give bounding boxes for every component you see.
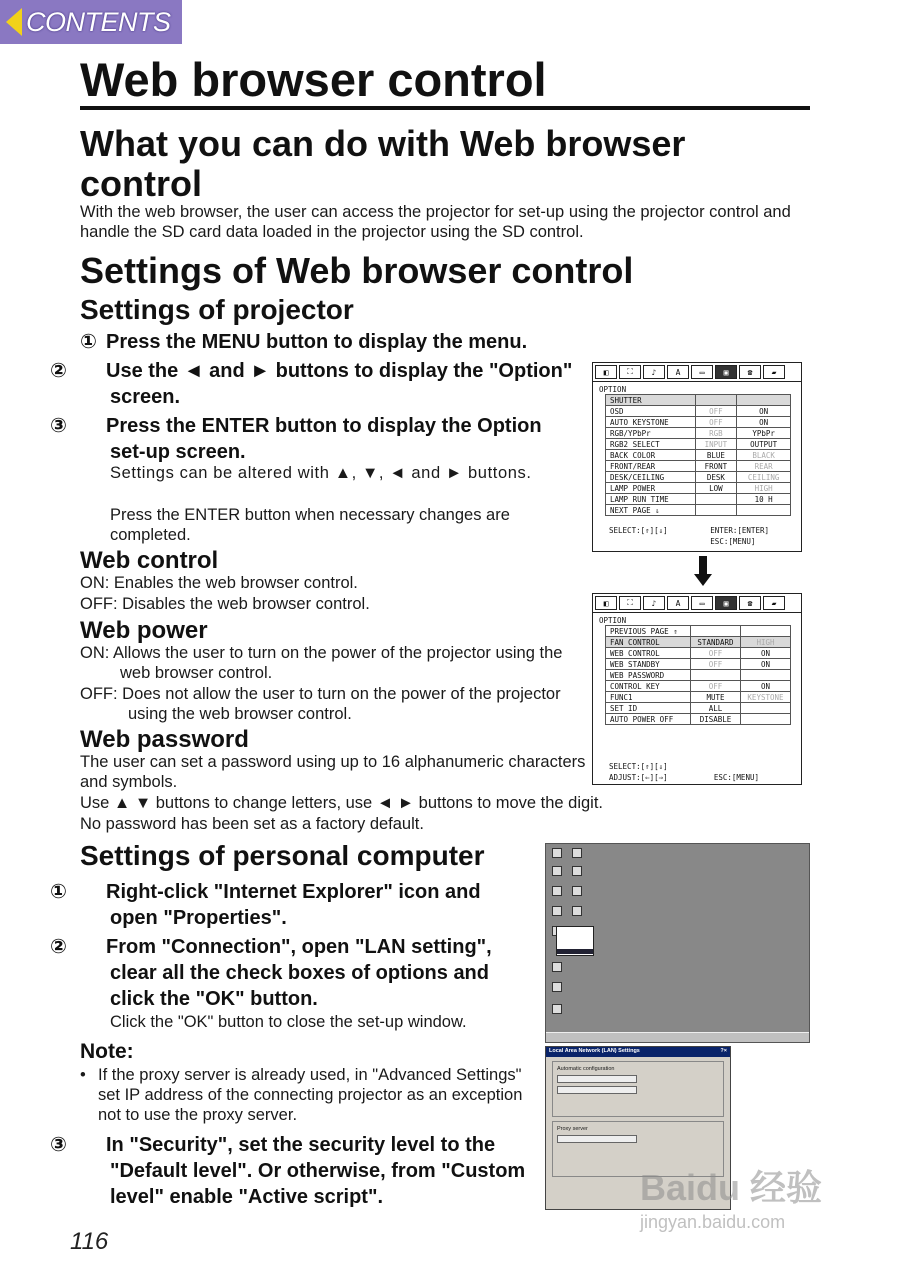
osd-item-value [737,395,791,406]
osd-item-value [737,505,791,516]
bullet-icon: • [80,1066,86,1084]
osd-row [606,417,791,428]
osd-item-label: DESK/CEILING [606,472,696,483]
osd-item-value: MUTE [691,692,741,703]
properties-menu-item[interactable] [557,949,593,954]
osd-item-value: OFF [691,681,741,692]
osd-row [606,681,791,692]
heading-web-power: Web power [80,617,208,644]
option-tab-icon: ▣ [715,596,737,610]
close-icon[interactable]: ?× [720,1048,727,1054]
osd-item-label: SET ID [606,703,691,714]
osd-row [606,670,791,681]
step3-note-alter: Settings can be altered with ▲, ▼, ◄ and ► buttons. [110,464,532,482]
pc-step-1: ① Right-click "Internet Explorer" icon and open "Properties". [50,881,481,929]
osd-item-value: ON [740,681,790,692]
osd-item-value: BLACK [737,450,791,461]
osd-option-page1 [592,362,802,552]
address-field[interactable] [557,1075,637,1083]
osd-item-value: ALL [691,703,741,714]
osd-item-value: RGB [695,428,737,439]
sd-tab-icon: ▰ [763,596,785,610]
web-control-off: OFF: Disables the web browser control. [80,595,370,613]
osd-item-value: HIGH [737,483,791,494]
language-tab-icon: A [667,596,689,610]
down-arrow-head-icon [694,574,712,586]
osd-item-value: FRONT [695,461,737,472]
osd-item-value: DESK [695,472,737,483]
network-icon [572,848,582,858]
osd-item-value: OFF [691,659,741,670]
osd-item-value: KEYSTONE [740,692,790,703]
my-computer-icon [552,866,562,876]
pc-step-3: ③ In "Security", set the security level to the "Default level". Or otherwise, from "Custom level" enable "Active script". [50,1134,526,1208]
osd-item-label: AUTO KEYSTONE [606,417,696,428]
setup-tab-icon: ▭ [691,365,713,379]
osd-item-label: WEB STANDBY [606,659,691,670]
web-control-on: ON: Enables the web browser control. [80,574,358,592]
heading-web-password: Web password [80,726,249,753]
osd-item-value: YPbPr [737,428,791,439]
osd-item-value [740,626,790,637]
osd-item-value [695,505,737,516]
osd-item-value: DISABLE [691,714,741,725]
osd-item-label: PREVIOUS PAGE ⇑ [606,626,691,637]
subheading-personal-computer: Settings of personal computer [80,840,485,871]
proxy-address-field[interactable] [557,1135,637,1143]
web-power-off: OFF: Does not allow the user to turn on the power of the projector using the web browser control. [80,685,561,723]
osd-row [606,659,791,670]
pc-step2-note: Click the "OK" button to close the set-up window. [110,1013,467,1031]
osd-item-value: HIGH [740,637,790,648]
osd-item-value [740,670,790,681]
osd-item-value: OFF [691,648,741,659]
network-tab-icon: ☎ [739,596,761,610]
osd-item-value: CEILING [737,472,791,483]
section-heading-what: What you can do with Web browser control [80,123,686,204]
osd-item-label: FAN CONTROL [606,637,691,648]
subheading-projector: Settings of projector [80,294,354,325]
osd-item-label: BACK COLOR [606,450,696,461]
proxy-server-group: Proxy server [552,1121,724,1177]
osd-item-value: BLUE [695,450,737,461]
osd-item-value [691,626,741,637]
step3-note-enter: Press the ENTER button when necessary changes are completed. [110,506,510,544]
picture-tab-icon: ◧ [595,596,617,610]
osd-item-label: OSD [606,406,696,417]
osd-footer-2: SELECT:[⇑][⇓] ADJUST:[⇐][⇒] ESC:[MENU] [609,762,759,782]
online-services-icon [552,962,562,972]
setup-tab-icon: ▭ [691,596,713,610]
note-heading: Note: [80,1040,134,1063]
briefcase-icon [572,906,582,916]
osd-row [606,703,791,714]
osd-item-value: INPUT [695,439,737,450]
context-menu[interactable] [556,926,594,956]
osd-row [606,439,791,450]
projector-step-3: ③ Press the ENTER button to display the Option set-up screen. [50,415,542,463]
dialog-titlebar: Local Area Network (LAN) Settings ?× [546,1047,730,1057]
osd-item-label: WEB PASSWORD [606,670,691,681]
web-password-line3: No password has been set as a factory default. [80,815,424,833]
osd-item-value: OFF [695,406,737,417]
projector-step-1: ① Press the MENU button to display the menu. [80,331,528,353]
osd-tab-bar [593,594,801,612]
folder-icon [572,866,582,876]
note-text: If the proxy server is already used, in "Advanced Settings" set IP address of the connecting projector as an exception not to use the proxy server. [98,1066,523,1124]
osd-row [606,395,791,406]
osd-row [606,692,791,703]
automatic-configuration-group: Automatic configuration [552,1061,724,1117]
audio-tab-icon: ♪ [643,596,665,610]
section-heading-settings: Settings of Web browser control [80,250,634,291]
heading-web-control: Web control [80,547,219,574]
picture-tab-icon: ◧ [595,365,617,379]
sd-tab-icon: ▰ [763,365,785,379]
my-documents-icon [552,848,562,858]
osd-row [606,461,791,472]
osd-item-value: ON [740,648,790,659]
osd-row [606,505,791,516]
osd-row [606,714,791,725]
osd-row [606,450,791,461]
osd-tab-bar [593,363,801,381]
contents-label: CONTENTS [26,6,171,37]
web-power-on: ON: Allows the user to turn on the power of the projector using the web browser control. [80,644,563,682]
osd-item-value: ON [740,659,790,670]
osd-item-value [695,395,737,406]
page-number: 116 [70,1228,109,1255]
note-bullet [80,1065,540,1125]
osd-item-value: ON [737,417,791,428]
osd-item-value: 10 H [737,494,791,505]
web-password-line2: Use ▲ ▼ buttons to change letters, use ◄ ► buttons to move the digit. [80,794,604,812]
osd-item-label: FUNC1 [606,692,691,703]
osd-item-label: CONTROL KEY [606,681,691,692]
down-arrow-icon [699,556,707,576]
osd-item-label: RGB/YPbPr [606,428,696,439]
osd-item-value [695,494,737,505]
osd-row [606,406,791,417]
media-player-icon [572,886,582,896]
osd-item-label: RGB2 SELECT [606,439,696,450]
osd-option-page2 [592,593,802,785]
osd-row [606,494,791,505]
network-places-icon [552,886,562,896]
image-viewer-icon [552,1004,562,1014]
audio-tab-icon: ♪ [643,365,665,379]
outlook-express-icon [552,982,562,992]
osd-item-value: REAR [737,461,791,472]
osd-row [606,428,791,439]
osd-item-label: SHUTTER [606,395,696,406]
watermark: Baidu 经验 jingyan.baidu.com [640,1167,823,1232]
osd-item-label: NEXT PAGE ⇓ [606,505,696,516]
section-what-text: With the web browser, the user can access the projector for set-up using the projector control and handle the SD card data loaded in the projector using the SD control. [80,203,791,241]
config-script-field[interactable] [557,1086,637,1094]
osd-item-label: LAMP RUN TIME [606,494,696,505]
osd-item-label: LAMP POWER [606,483,696,494]
network-tab-icon: ☎ [739,365,761,379]
position-tab-icon: ⛶ [619,365,641,379]
osd-row [606,472,791,483]
osd-title: OPTION [599,385,627,394]
osd-item-label: FRONT/REAR [606,461,696,472]
osd-row [606,648,791,659]
recycle-bin-icon [552,906,562,916]
option-tab-icon: ▣ [715,365,737,379]
osd-item-value: ON [737,406,791,417]
back-arrow-icon [6,8,22,36]
osd-item-value: LOW [695,483,737,494]
osd-row [606,483,791,494]
osd-item-value [691,670,741,681]
osd-item-value: OFF [695,417,737,428]
language-tab-icon: A [667,365,689,379]
desktop-screenshot [545,843,810,1043]
contents-nav-button[interactable] [0,0,182,44]
osd-item-value: OUTPUT [737,439,791,450]
osd-item-label: AUTO POWER OFF [606,714,691,725]
osd-footer-1: SELECT:[⇑][⇓] ENTER:[ENTER] ESC:[MENU] [609,526,769,546]
osd-row [606,626,791,637]
web-password-line1: The user can set a password using up to 16 alphanumeric characters and symbols. [80,753,586,791]
title-divider [80,106,810,110]
page-title: Web browser control [80,53,547,106]
projector-step-2: ② Use the ◄ and ► buttons to display the "Option" screen. [50,360,573,408]
osd-option-table-1 [605,394,791,516]
osd-item-label: WEB CONTROL [606,648,691,659]
pc-step-2: ② From "Connection", open "LAN setting", clear all the check boxes of options and click the "OK" button. [50,936,492,1010]
osd-item-value: STANDARD [691,637,741,648]
osd-title: OPTION [599,616,627,625]
position-tab-icon: ⛶ [619,596,641,610]
osd-item-value [740,714,790,725]
osd-item-value [740,703,790,714]
osd-option-table-2 [605,625,791,725]
osd-row [606,637,791,648]
taskbar [546,1032,809,1042]
